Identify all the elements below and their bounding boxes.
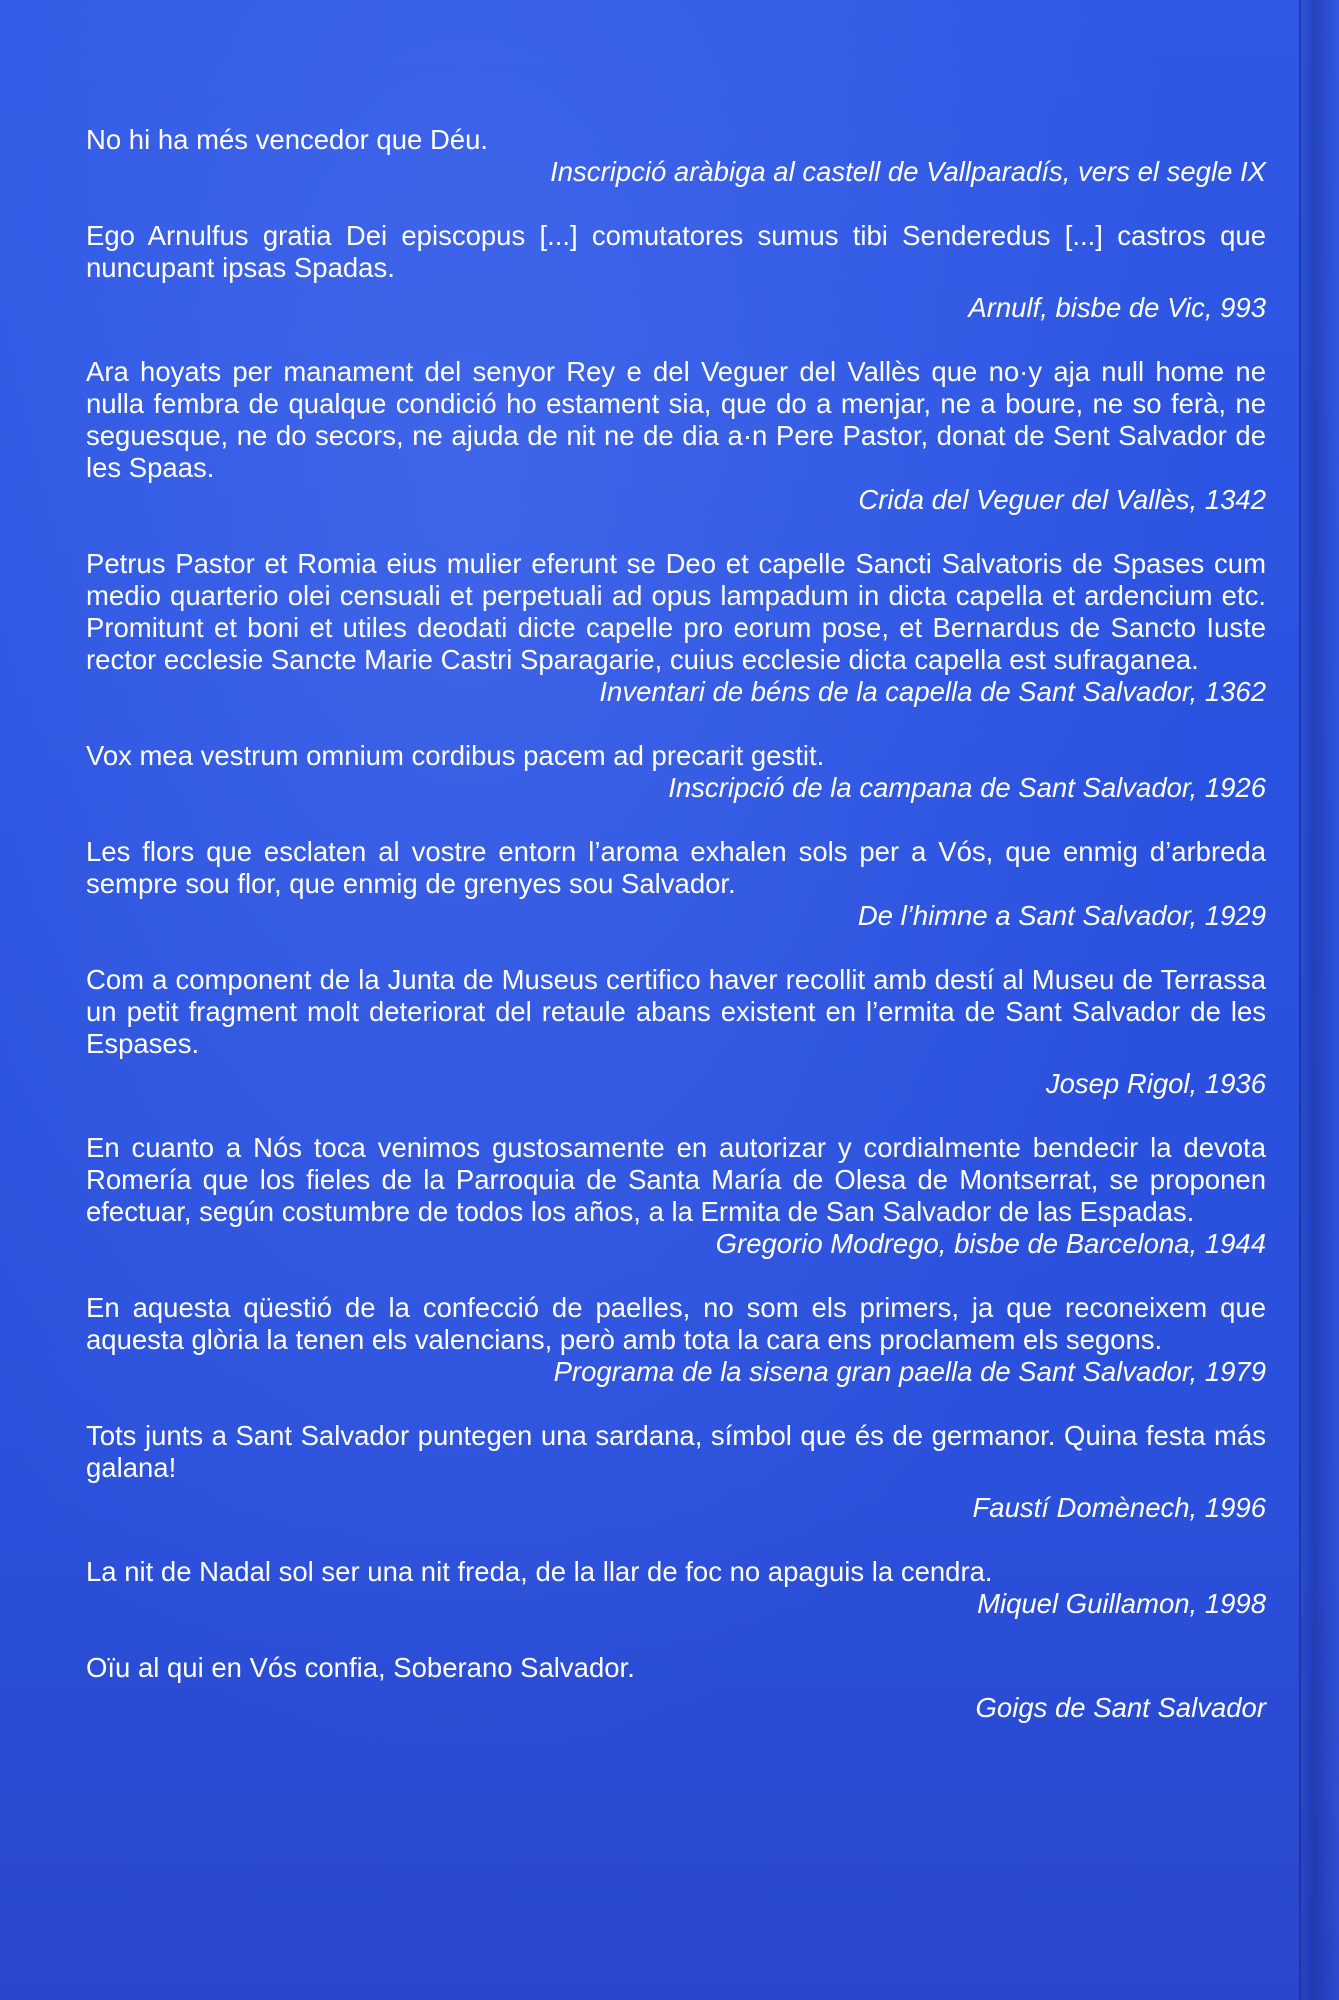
quotation-source: Josep Rigol, 1936 <box>1045 1068 1266 1099</box>
quotation-entry <box>86 1292 1266 1388</box>
quotation-source: Goigs de Sant Salvador <box>975 1692 1266 1723</box>
quotation-text: En cuanto a Nós toca venimos gustosamente en autorizar y cordialmente bendecir la devota Romería que los fieles de la Parroquia de Santa María de Olesa de Montserrat, se proponen efectuar, según costumbre de todos los años, a la Ermita de San Salvador de las Espadas. <box>86 1132 1266 1227</box>
quotation-text: Les flors que esclaten al vostre entorn l’aroma exhalen sols per a Vós, que enmig d’arbreda sempre sou flor, que enmig de grenyes sou Salvador. <box>86 836 1266 899</box>
quotation-entry <box>86 548 1266 708</box>
quotation-source: De l’himne a Sant Salvador, 1929 <box>857 900 1266 931</box>
quotation-entry <box>86 356 1266 516</box>
quotation-text: Oïu al qui en Vós confia, Soberano Salvador. <box>86 1652 635 1683</box>
quotation-source: Faustí Domènech, 1996 <box>972 1492 1266 1523</box>
quotation-entry <box>86 740 1266 804</box>
quotation-text: Ego Arnulfus gratia Dei episcopus [...] comutatores sumus tibi Senderedus [...] castros que nuncupant ipsas Spadas. <box>86 220 1266 283</box>
quotation-source: Inscripció aràbiga al castell de Vallparadís, vers el segle IX <box>550 156 1266 187</box>
quotation-text: La nit de Nadal sol ser una nit freda, de la llar de foc no apaguis la cendra. <box>86 1556 993 1587</box>
quotation-entry <box>86 1420 1266 1524</box>
quotation-entry <box>86 1556 1266 1620</box>
quotation-source: Arnulf, bisbe de Vic, 993 <box>968 292 1266 323</box>
quotation-source: Programa de la sisena gran paella de Sant Salvador, 1979 <box>553 1356 1266 1387</box>
quotation-source: Inventari de béns de la capella de Sant Salvador, 1362 <box>599 676 1266 707</box>
quotation-source: Gregorio Modrego, bisbe de Barcelona, 1944 <box>715 1228 1266 1259</box>
quotations-list <box>86 124 1266 1756</box>
quotation-entry <box>86 1132 1266 1260</box>
quotation-text: En aquesta qüestió de la confecció de paelles, no som els primers, ja que reconeixem que aquesta glòria la tenen els valencians, però amb tota la cara ens proclamem els segons. <box>86 1292 1266 1355</box>
quotation-entry <box>86 964 1266 1100</box>
quotation-text: Petrus Pastor et Romia eius mulier eferunt se Deo et capelle Sancti Salvatoris de Spases cum medio quarterio olei censuali et perpetuali ad opus lampadum in dicta capella et ardencium etc. Promitunt et boni et utiles deodati dicte capelle pro eorum pose, et Bernardus de Sancto Iuste rector ecclesie Sancte Marie Castri Sparagarie, cuius ecclesie dicta capella est sufraganea. <box>86 548 1266 675</box>
quotation-source: Crida del Veguer del Vallès, 1342 <box>858 484 1266 515</box>
book-spine-shadow <box>1297 0 1339 2000</box>
quotation-text: Com a component de la Junta de Museus certifico haver recollit amb destí al Museu de Terrassa un petit fragment molt deteriorat del retaule abans existent en l’ermita de Sant Salvador de les Espases. <box>86 964 1266 1059</box>
quotation-source: Miquel Guillamon, 1998 <box>977 1588 1266 1619</box>
quotation-source: Inscripció de la campana de Sant Salvador, 1926 <box>668 772 1266 803</box>
quotation-entry <box>86 1652 1266 1724</box>
book-spine-crease <box>1299 0 1301 2000</box>
quotation-text: Tots junts a Sant Salvador puntegen una sardana, símbol que és de germanor. Quina festa más galana! <box>86 1420 1266 1483</box>
quotation-entry <box>86 836 1266 932</box>
quotation-text: Vox mea vestrum omnium cordibus pacem ad precarit gestit. <box>86 740 825 771</box>
quotation-entry <box>86 220 1266 324</box>
quotation-entry <box>86 124 1266 188</box>
quotation-text: Ara hoyats per manament del senyor Rey e del Veguer del Vallès que no·y aja null home ne nulla fembra de qualque condició ho estament sia, que do a menjar, ne a boure, ne so ferà, ne seguesque, ne do secors, ne ajuda de nit ne de dia a·n Pere Pastor, donat de Sent Salvador de les Spaas. <box>86 356 1266 483</box>
quotation-text: No hi ha més vencedor que Déu. <box>86 124 489 155</box>
